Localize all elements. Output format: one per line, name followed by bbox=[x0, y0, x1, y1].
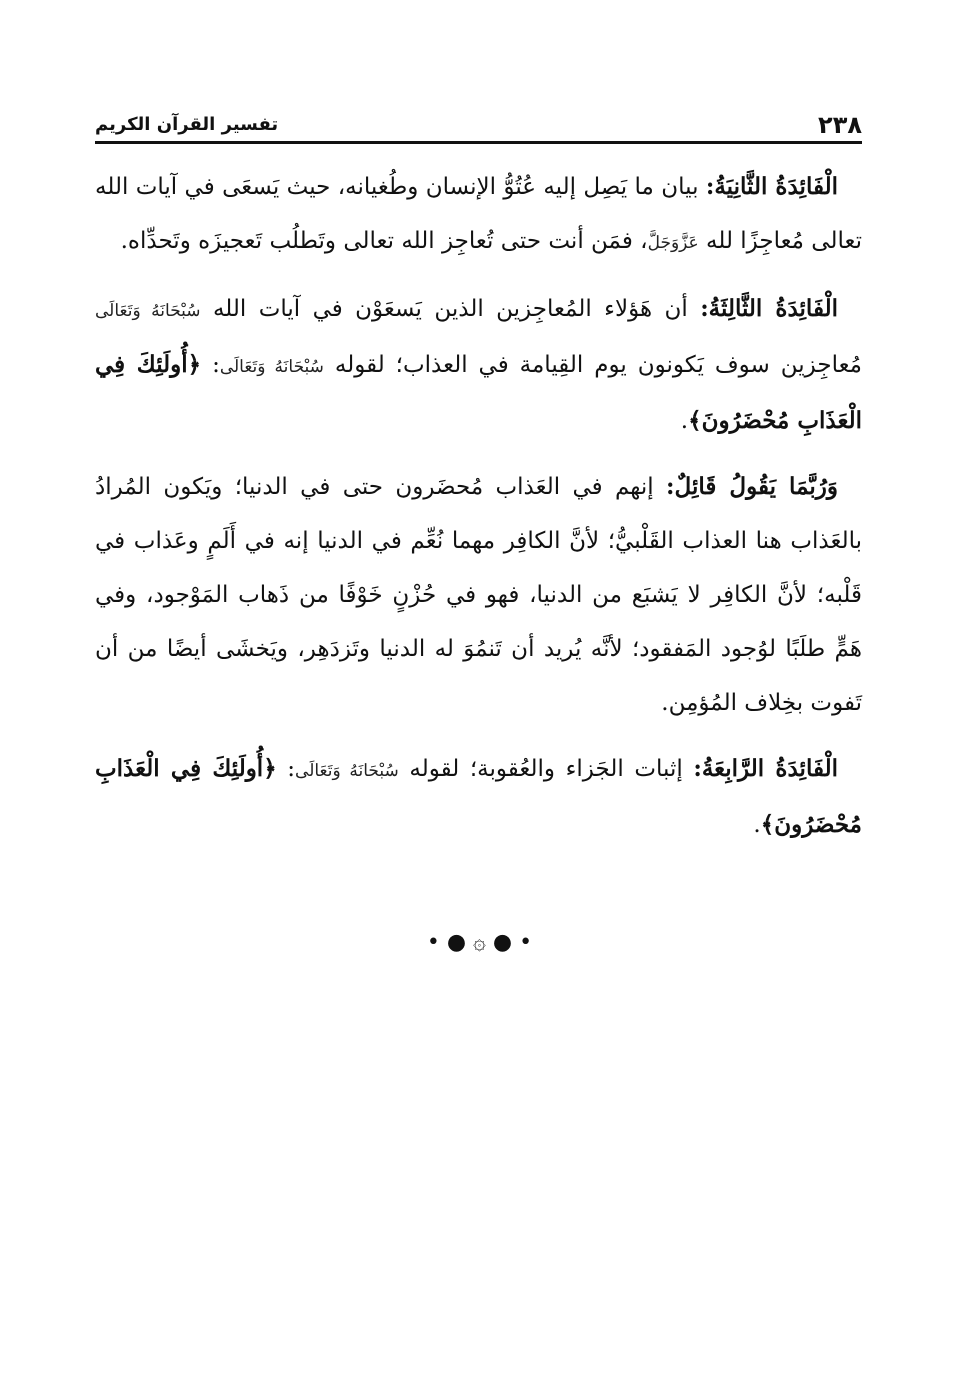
section-divider-ornament: • ● ۞ ● • bbox=[426, 930, 533, 955]
running-title: تفسير القرآن الكريم bbox=[95, 114, 279, 135]
paragraph-text: . bbox=[680, 408, 689, 434]
paragraph-heading: الْفَائِدَةُ الرَّابِعَةُ: bbox=[693, 755, 839, 782]
paragraph-text: : bbox=[276, 756, 296, 782]
paragraph-heading: وَرُبَّمَا يَقُولُ قَائِلٌ: bbox=[666, 473, 838, 500]
honorific: عَزَّوَجَلَّ bbox=[647, 233, 699, 253]
paragraph-text: إنهم في العَذاب مُحضَرون حتى في الدنيا؛ ويَكون المُرادُ بالعَذاب هنا العذاب القَلْبيُّ؛ لأنَّ الكافِر مهما نُعِّم في الدنيا إنه في أَلَمٍ وعَذاب في قَلْبه؛ لأنَّ الكافِر لا يَشبَع من الدنيا، فهو في حُزْنٍ خَوْفًا من ذَهاب المَوْجود، وفي هَمٍّ طلَبًا لوُجود المَفقود؛ لأنَّه يُريد أن تَنمُوَ له الدنيا وتَزدَهِر، ويَخشَى أيضًا من أن تَفوت بخِلاف المُؤمِن. bbox=[95, 474, 862, 716]
paragraph-heading: الْفَائِدَةُ الثَّالِثَةُ: bbox=[700, 295, 838, 322]
quran-verse: ﴿أُولَئِكَ فِي الْعَذَابِ مُحْضَرُونَ﴾ bbox=[95, 351, 862, 434]
quran-verse: ﴿أُولَئِكَ فِي الْعَذَابِ مُحْضَرُونَ﴾ bbox=[95, 755, 862, 838]
paragraph-text: أن هَؤلاء المُعاجِزين الذين يَسعَوْن في آيات الله bbox=[200, 296, 701, 322]
paragraph-text: : bbox=[201, 352, 220, 378]
paragraph-heading: الْفَائِدَةُ الثَّانِيَةُ: bbox=[705, 173, 838, 200]
honorific: سُبْحَانَهُ وَتَعَالَى bbox=[295, 761, 399, 781]
page-body bbox=[95, 160, 862, 864]
paragraph-second-benefit bbox=[95, 160, 862, 270]
paragraph-fourth-benefit bbox=[95, 742, 862, 852]
honorific: سُبْحَانَهُ وَتَعَالَى bbox=[95, 301, 201, 321]
honorific: سُبْحَانَهُ وَتَعَالَى bbox=[219, 357, 324, 377]
paragraph-text: مُعاجِزين سوف يَكونون يوم القِيامة في العذاب؛ لقوله bbox=[323, 352, 862, 378]
paragraph-text: إثبات الجَزاء والعُقوبة؛ لقوله bbox=[398, 756, 694, 782]
paragraph-text: ، فمَن أنت حتى تُعاجِز الله تعالى وتَطلُب تَعجيزَه وتَحدِّاه. bbox=[120, 228, 648, 254]
paragraph-objection bbox=[95, 460, 862, 730]
paragraph-text: بيان ما يَصِل إليه عُتُوُّ الإنسان وطُغيانه، حيث يَسعَى في آيات الله تعالى مُعاجِزًا لله bbox=[95, 174, 862, 254]
paragraph-third-benefit bbox=[95, 282, 862, 448]
paragraph-text: . bbox=[753, 812, 761, 838]
page-header bbox=[95, 104, 862, 140]
page-number: ٢٣٨ bbox=[818, 111, 862, 139]
header-rule bbox=[95, 141, 862, 144]
